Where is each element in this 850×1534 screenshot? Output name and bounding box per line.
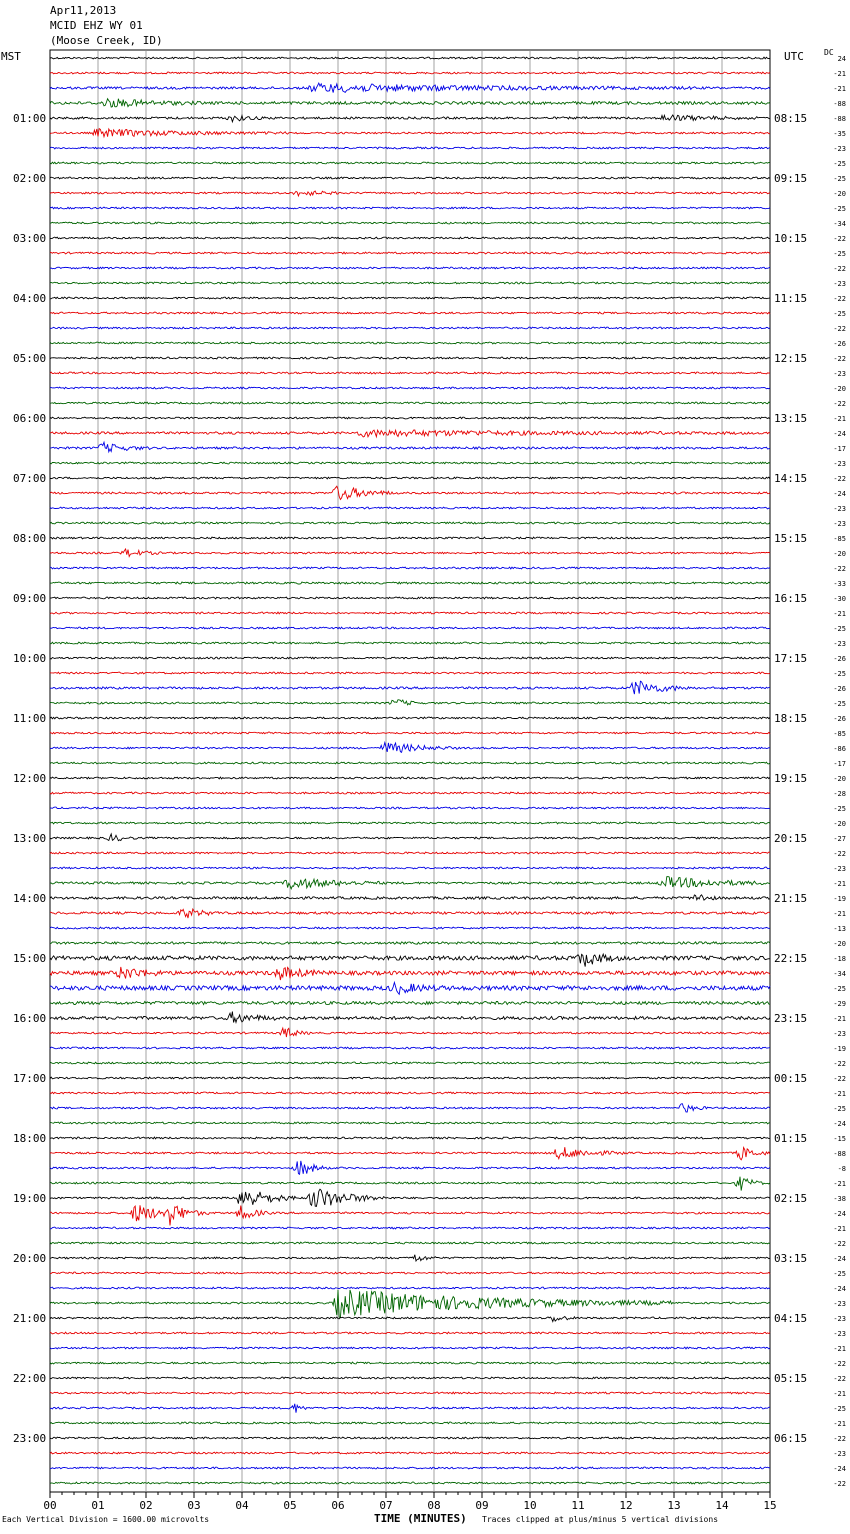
seismic-trace	[50, 700, 770, 705]
seismic-trace	[50, 507, 770, 509]
seismic-trace	[50, 72, 770, 74]
seismic-trace	[50, 1290, 770, 1318]
left-hour-label: 21:00	[13, 1312, 47, 1325]
seismic-trace	[50, 612, 770, 614]
seismic-trace	[50, 282, 770, 284]
dc-offset-label: -24	[833, 1120, 846, 1128]
left-hour-label: 10:00	[13, 652, 47, 665]
seismic-trace	[50, 1177, 770, 1191]
seismic-trace	[50, 342, 770, 344]
dc-offset-label: -22	[833, 265, 846, 273]
seismic-trace	[50, 1161, 770, 1174]
dc-offset-label: -22	[833, 850, 846, 858]
left-hour-label: 20:00	[13, 1252, 47, 1265]
dc-offset-label: -85	[833, 535, 846, 543]
dc-offset-label: -33	[833, 580, 846, 588]
dc-offset-label: -21	[833, 85, 846, 93]
right-hour-label: 19:15	[774, 772, 808, 785]
right-hour-label: 06:15	[774, 1432, 808, 1445]
seismic-trace	[50, 537, 770, 539]
seismic-trace	[50, 312, 770, 314]
left-hour-label: 15:00	[13, 952, 47, 965]
dc-offset-label: -25	[833, 700, 846, 708]
right-hour-label: 08:15	[774, 112, 808, 125]
dc-offset-label: -23	[833, 1300, 846, 1308]
left-timezone-label: MST	[1, 50, 21, 63]
seismic-trace	[50, 129, 770, 137]
seismic-trace	[50, 807, 770, 809]
seismic-trace	[50, 177, 770, 179]
right-hour-label: 22:15	[774, 952, 808, 965]
dc-offset-label: -22	[833, 400, 846, 408]
left-hour-label: 04:00	[13, 292, 47, 305]
x-tick-label: 05	[283, 1499, 297, 1512]
clip-note: Traces clipped at plus/minus 5 vertical divisions	[482, 1515, 719, 1524]
seismic-trace	[50, 792, 770, 794]
seismic-trace	[50, 57, 770, 59]
dc-offset-label: -20	[833, 385, 846, 393]
x-tick-label: 03	[187, 1499, 201, 1512]
seismic-trace	[50, 657, 770, 659]
dc-offset-label: -29	[833, 1000, 846, 1008]
dc-offset-label: -23	[833, 370, 846, 378]
scale-note: Each Vertical Division = 1600.00 microvolts	[2, 1515, 210, 1524]
dc-offset-label: -25	[833, 160, 846, 168]
seismic-trace	[50, 442, 770, 452]
right-hour-label: 18:15	[774, 712, 808, 725]
dc-offset-label: -88	[833, 1150, 846, 1158]
dc-offset-label: -24	[833, 430, 846, 438]
seismic-trace	[50, 1422, 770, 1424]
seismic-trace	[50, 237, 770, 239]
dc-offset-label: -25	[833, 310, 846, 318]
right-hour-label: 11:15	[774, 292, 808, 305]
dc-offset-label: -21	[833, 1345, 846, 1353]
dc-offset-label: -34	[833, 970, 846, 978]
right-hour-label: 05:15	[774, 1372, 808, 1385]
seismic-trace	[50, 1189, 770, 1206]
right-hour-label: 15:15	[774, 532, 808, 545]
x-tick-label: 02	[139, 1499, 153, 1512]
seismic-trace	[50, 822, 770, 824]
seismic-trace	[50, 549, 770, 557]
right-hour-label: 16:15	[774, 592, 808, 605]
dc-offset-label: -25	[833, 625, 846, 633]
dc-offset-label: -19	[833, 1045, 846, 1053]
dc-offset-label: -22	[833, 355, 846, 363]
seismic-trace	[50, 1092, 770, 1094]
right-hour-label: 14:15	[774, 472, 808, 485]
seismic-trace	[50, 522, 770, 524]
seismic-trace	[50, 1147, 770, 1160]
dc-offset-label: -25	[833, 670, 846, 678]
right-hour-label: 04:15	[774, 1312, 808, 1325]
seismic-trace	[50, 567, 770, 569]
dc-offset-label: -28	[833, 790, 846, 798]
seismic-trace	[50, 627, 770, 629]
left-hour-label: 08:00	[13, 532, 47, 545]
dc-offset-label: -21	[833, 70, 846, 78]
dc-offset-label: -13	[833, 925, 846, 933]
dc-offset-label: -23	[833, 505, 846, 513]
seismic-trace	[50, 1482, 770, 1484]
dc-offset-label: -35	[833, 130, 846, 138]
seismic-trace	[50, 147, 770, 149]
seismic-trace	[50, 1392, 770, 1394]
seismic-trace	[50, 1452, 770, 1454]
seismic-trace	[50, 191, 770, 196]
dc-offset-label: -8	[837, 1165, 846, 1173]
dc-offset-label: -17	[833, 760, 846, 768]
dc-offset-label: -22	[833, 1075, 846, 1083]
dc-offset-label: 24	[837, 55, 846, 63]
seismic-trace	[50, 297, 770, 299]
dc-offset-label: -25	[833, 985, 846, 993]
left-hour-label: 23:00	[13, 1432, 47, 1445]
dc-offset-label: -24	[833, 1285, 846, 1293]
x-tick-label: 15	[763, 1499, 777, 1512]
seismic-trace	[50, 1062, 770, 1064]
dc-offset-label: -25	[833, 1270, 846, 1278]
dc-offset-label: -23	[833, 865, 846, 873]
seismic-trace	[50, 1077, 770, 1079]
seismic-trace	[50, 1317, 770, 1322]
left-hour-label: 01:00	[13, 112, 47, 125]
dc-offset-label: -25	[833, 250, 846, 258]
dc-offset-label: -23	[833, 145, 846, 153]
left-hour-label: 03:00	[13, 232, 47, 245]
seismic-trace	[50, 1404, 770, 1413]
dc-offset-label: -20	[833, 190, 846, 198]
x-tick-label: 04	[235, 1499, 249, 1512]
seismic-trace	[50, 909, 770, 918]
seismic-trace	[50, 582, 770, 584]
seismic-trace	[50, 1012, 770, 1023]
left-hour-label: 12:00	[13, 772, 47, 785]
dc-offset-label: -23	[833, 640, 846, 648]
seismic-trace	[50, 387, 770, 389]
seismic-trace	[50, 486, 770, 499]
left-hour-label: 17:00	[13, 1072, 47, 1085]
dc-offset-label: -21	[833, 910, 846, 918]
right-hour-label: 23:15	[774, 1012, 808, 1025]
dc-offset-label: -21	[833, 1390, 846, 1398]
header-date: Apr11,2013	[50, 4, 117, 17]
seismic-trace	[50, 982, 770, 994]
seismic-trace	[50, 462, 770, 464]
dc-offset-label: -21	[833, 1090, 846, 1098]
x-tick-label: 10	[523, 1499, 537, 1512]
dc-offset-label: -21	[833, 610, 846, 618]
dc-offset-label: -20	[833, 550, 846, 558]
dc-offset-label: -19	[833, 895, 846, 903]
seismic-trace	[50, 357, 770, 359]
dc-offset-label: -25	[833, 1105, 846, 1113]
x-tick-label: 07	[379, 1499, 393, 1512]
seismic-trace	[50, 867, 770, 869]
left-hour-label: 18:00	[13, 1132, 47, 1145]
dc-offset-label: -26	[833, 655, 846, 663]
seismic-trace	[50, 834, 770, 841]
seismic-trace	[50, 222, 770, 224]
dc-offset-label: -22	[833, 1480, 846, 1488]
right-hour-label: 17:15	[774, 652, 808, 665]
dc-offset-label: -26	[833, 340, 846, 348]
plot-frame	[50, 50, 770, 1492]
seismic-trace	[50, 1104, 770, 1112]
seismic-trace	[50, 967, 770, 980]
dc-offset-label: -34	[833, 220, 846, 228]
seismic-trace	[50, 402, 770, 404]
seismic-trace	[50, 642, 770, 644]
dc-offset-label: -25	[833, 1405, 846, 1413]
x-tick-label: 13	[667, 1499, 681, 1512]
x-tick-label: 01	[91, 1499, 105, 1512]
header-location: (Moose Creek, ID)	[50, 34, 163, 47]
x-tick-label: 11	[571, 1499, 585, 1512]
dc-offset-label: -25	[833, 175, 846, 183]
dc-offset-label: -21	[833, 880, 846, 888]
dc-offset-label: -38	[833, 1195, 846, 1203]
dc-offset-label: -15	[833, 1135, 846, 1143]
x-tick-label: 08	[427, 1499, 441, 1512]
x-tick-label: 09	[475, 1499, 489, 1512]
seismic-trace	[50, 1255, 770, 1261]
right-hour-label: 00:15	[774, 1072, 808, 1085]
seismic-trace	[50, 1137, 770, 1139]
seismic-trace	[50, 1347, 770, 1349]
seismic-trace	[50, 1205, 770, 1225]
right-hour-label: 10:15	[774, 232, 808, 245]
left-hour-label: 22:00	[13, 1372, 47, 1385]
dc-offset-label: -88	[833, 100, 846, 108]
seismic-trace	[50, 1227, 770, 1229]
dc-offset-label: -24	[833, 1465, 846, 1473]
dc-offset-label: -23	[833, 1330, 846, 1338]
seismic-trace	[50, 83, 770, 93]
seismic-trace	[50, 743, 770, 753]
dc-offset-label: -24	[833, 1255, 846, 1263]
seismic-trace	[50, 597, 770, 599]
seismic-trace	[50, 477, 770, 479]
seismic-trace	[50, 877, 770, 889]
right-hour-label: 20:15	[774, 832, 808, 845]
seismic-trace	[50, 1467, 770, 1469]
left-hour-label: 02:00	[13, 172, 47, 185]
seismic-trace	[50, 1437, 770, 1439]
dc-offset-label: -22	[833, 1375, 846, 1383]
dc-offset-label: -25	[833, 205, 846, 213]
seismic-trace	[50, 162, 770, 164]
dc-offset-label: -85	[833, 730, 846, 738]
seismic-trace	[50, 1047, 770, 1049]
dc-offset-label: -23	[833, 1450, 846, 1458]
seismic-trace	[50, 954, 770, 967]
left-hour-label: 19:00	[13, 1192, 47, 1205]
dc-offset-label: -86	[833, 745, 846, 753]
dc-offset-label: -23	[833, 460, 846, 468]
dc-offset-label: -21	[833, 1225, 846, 1233]
dc-offset-label: -20	[833, 820, 846, 828]
left-hour-label: 06:00	[13, 412, 47, 425]
seismic-trace	[50, 99, 770, 107]
dc-offset-label: -26	[833, 685, 846, 693]
seismic-trace	[50, 927, 770, 929]
seismic-trace	[50, 895, 770, 900]
dc-offset-label: -23	[833, 520, 846, 528]
dc-offset-label: -88	[833, 115, 846, 123]
right-timezone-label: UTC	[784, 50, 804, 63]
seismic-trace	[50, 1362, 770, 1364]
dc-offset-label: -22	[833, 1360, 846, 1368]
dc-offset-label: -22	[833, 1060, 846, 1068]
x-tick-label: 14	[715, 1499, 729, 1512]
dc-offset-label: -25	[833, 805, 846, 813]
seismic-trace	[50, 681, 770, 694]
dc-offset-label: -22	[833, 295, 846, 303]
dc-offset-label: -27	[833, 835, 846, 843]
left-hour-label: 05:00	[13, 352, 47, 365]
x-tick-label: 06	[331, 1499, 345, 1512]
left-hour-label: 16:00	[13, 1012, 47, 1025]
seismic-trace	[50, 1028, 770, 1037]
dc-offset-label: -24	[833, 490, 846, 498]
seismic-trace	[50, 672, 770, 674]
x-tick-label: 00	[43, 1499, 57, 1512]
seismic-trace	[50, 942, 770, 944]
dc-offset-label: -20	[833, 775, 846, 783]
seismic-trace	[50, 1332, 770, 1334]
seismic-trace	[50, 1272, 770, 1274]
left-hour-label: 07:00	[13, 472, 47, 485]
seismic-trace	[50, 777, 770, 779]
seismic-trace	[50, 717, 770, 719]
seismic-trace	[50, 267, 770, 269]
left-hour-label: 11:00	[13, 712, 47, 725]
seismic-trace	[50, 762, 770, 764]
dc-offset-label: -18	[833, 955, 846, 963]
right-hour-label: 01:15	[774, 1132, 808, 1145]
dc-offset-label: -22	[833, 1435, 846, 1443]
dc-offset-label: -22	[833, 565, 846, 573]
dc-offset-label: -22	[833, 475, 846, 483]
x-tick-label: 12	[619, 1499, 633, 1512]
seismic-trace	[50, 1122, 770, 1124]
left-hour-label: 13:00	[13, 832, 47, 845]
seismic-trace	[50, 372, 770, 374]
seismic-trace	[50, 115, 770, 122]
dc-offset-label: -22	[833, 235, 846, 243]
dc-column-label: DC	[824, 48, 834, 57]
seismic-trace	[50, 1242, 770, 1244]
dc-offset-label: -26	[833, 715, 846, 723]
right-hour-label: 13:15	[774, 412, 808, 425]
dc-offset-label: -30	[833, 595, 846, 603]
x-axis-title: TIME (MINUTES)	[374, 1512, 467, 1525]
seismic-trace	[50, 732, 770, 734]
dc-offset-label: -23	[833, 280, 846, 288]
dc-offset-label: -21	[833, 415, 846, 423]
dc-offset-label: -22	[833, 325, 846, 333]
right-hour-label: 12:15	[774, 352, 808, 365]
right-hour-label: 09:15	[774, 172, 808, 185]
seismic-trace	[50, 327, 770, 329]
dc-offset-label: -21	[833, 1180, 846, 1188]
dc-offset-label: -20	[833, 940, 846, 948]
seismic-trace	[50, 207, 770, 209]
seismic-trace	[50, 252, 770, 254]
dc-offset-label: -24	[833, 1210, 846, 1218]
header-station: MCID EHZ WY 01	[50, 19, 143, 32]
seismic-trace	[50, 852, 770, 854]
seismic-trace	[50, 417, 770, 419]
right-hour-label: 02:15	[774, 1192, 808, 1205]
dc-offset-label: -17	[833, 445, 846, 453]
dc-offset-label: -23	[833, 1030, 846, 1038]
right-hour-label: 21:15	[774, 892, 808, 905]
dc-offset-label: -21	[833, 1015, 846, 1023]
dc-offset-label: -23	[833, 1315, 846, 1323]
left-hour-label: 14:00	[13, 892, 47, 905]
dc-offset-label: -22	[833, 1240, 846, 1248]
seismic-trace	[50, 1287, 770, 1289]
seismic-trace	[50, 430, 770, 437]
seismic-trace	[50, 1002, 770, 1005]
left-hour-label: 09:00	[13, 592, 47, 605]
dc-offset-label: -21	[833, 1420, 846, 1428]
right-hour-label: 03:15	[774, 1252, 808, 1265]
seismic-trace	[50, 1377, 770, 1379]
